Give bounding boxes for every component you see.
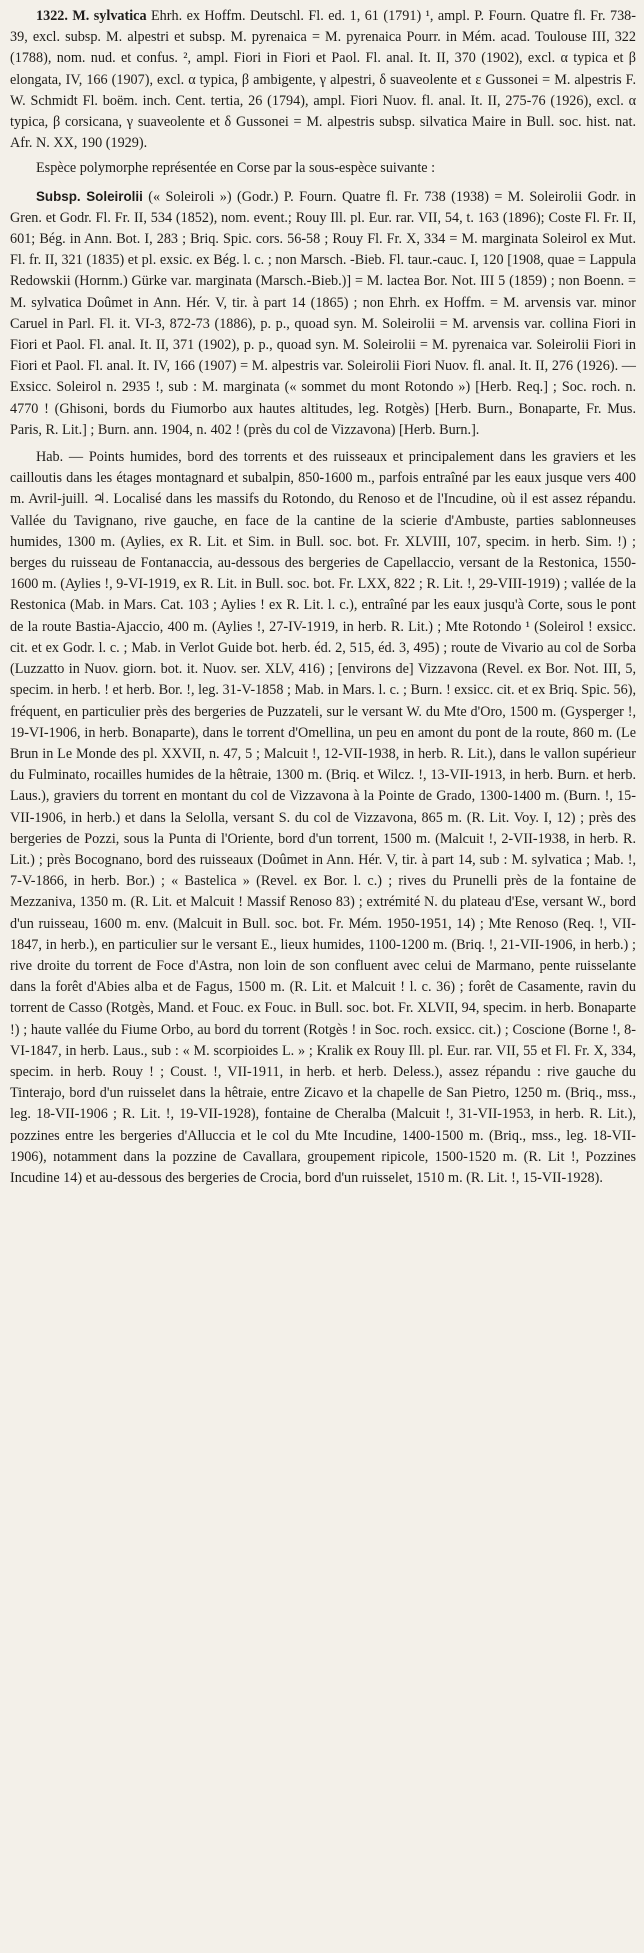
species-entry (10, 6, 636, 154)
subspecies-synonymy: (« Soleiroli ») (Godr.) P. Fourn. Quatre fl. Fr. 738 (1938) = M. Soleirolii Godr. in Gren. et Godr. Fl. Fr. II, 534 (1852), nom. event.; Rouy Ill. pl. Eur. rar. VII, 54, t. 163 (1896); Coste Fl. Fr. II, 601; Bég. in Ann. Bot. I, 283 ; Briq. Spic. cors. 56-58 ; Rouy Fl. Fr. X, 334 = M. marginata Soleirol ex Mut. Fl. fr. II, 321 (1835) et pl. exsic. ex Bég. l. c. ; non Marsch. -Bieb. Fl. taur.-cauc. I, 120 [1908, quae = Lappula Redowskii (Hornm.) Gürke var. marginata (Marsch.-Bieb.)] = M. lactea Bor. Not. III 5 (1859) ; non Boenn. = M. sylvatica Doûmet in Ann. Hér. V, tir. à part 14 (1865) ; non Ehrh. ex Hoffm. = M. arvensis var. minor Caruel in Parl. Fl. it. VI-3, 872-73 (1886), p. p., quoad syn. M. Soleirolii = M. arvensis var. collina Fiori in Fiori et Paol. Fl. anal. It. II, 371 (1902), p. p., quoad syn. M. Soleirolii = M. pyrenaica var. Soleirolii Fiori in Fiori et Paol. Fl. anal. It. IV, 166 (1907) = M. alpestris var. Soleirolii Fiori Nuov. fl. anal. It. II, 276 (1926). — Exsicc. Soleirol n. 2935 !, sub : M. marginata (« sommet du mont Rotondo ») [Herb. Req.] ; Soc. roch. n. 4770 ! (Ghisoni, bords du Fiumorbo aux hautes altitudes, leg. Rotgès) [Herb. Burn., Bonaparte, Fr. Mus. Paris, R. Lit.] ; Burn. ann. 1904, n. 402 ! (près du col de Vizzavona) [Herb. Burn.]. (10, 188, 636, 438)
subspecies-title: Subsp. Soleirolii (36, 188, 143, 204)
entry-number: 1322. (36, 8, 68, 24)
subspecies-entry (10, 186, 636, 441)
species-synonymy: Ehrh. ex Hoffm. Deutschl. Fl. ed. 1, 61 (1791) ¹, ampl. P. Fourn. Quatre fl. Fr. 738-39, excl. subsp. M. alpestri et subsp. M. pyrenaica = M. pyrenaica Pourr. in Mém. acad. Toulouse III, 322 (1788), nom. nud. et confus. ², ampl. Fiori in Fiori et Paol. Fl. anal. It. II, 370 (1902), excl. α typica et β elongata, IV, 166 (1907), excl. α typica, β ambigente, γ alpestri, δ suaveolente et ε Gussonei = M. alpestris F. W. Schmidt Fl. boëm. inch. Cent. tertia, 26 (1794), ampl. Fiori Nuov. fl. anal. It. II, 275-76 (1926), excl. α typica, β corsicana, γ suaveolente et δ Gussonei = M. alpestris subsp. silvatica Maire in Bull. soc. hist. nat. Afr. N. XX, 190 (1929). (10, 8, 636, 152)
species-note: Espèce polymorphe représentée en Corse par la sous-espèce suivante : (36, 160, 436, 177)
species-name: M. sylvatica (72, 8, 147, 24)
habitat-paragraph: Hab. — Points humides, bord des torrents et des ruisseaux et principalement dans les graviers et les cailloutis dans les étages montagnard et subalpin, 850-1600 m., parfois entraîné par les eaux jusque vers 400 m. Avril-juill. ♃. Localisé dans les massifs du Rotondo, du Renoso et de l'Incudine, où il est assez répandu. Vallée du Tavignano, rive gauche, en face de la cantine de la scierie d'Ambuste, parties sablonneuses humides, 1300 m. (Aylies, ex R. Lit. et Sim. in Bull. soc. bot. Fr. XLVIII, 107, specim. in herb. Sim. !) ; berges du ruisseau de Fontanaccia, au-dessous des bergeries de Capellaccio, versant de la Restonica, 1550-1600 m. (Aylies !, 9-VI-1919, ex R. Lit. in Bull. soc. bot. Fr. LXX, 822 ; R. Lit. !, 29-VIII-1919) ; vallée de la Restonica (Mab. in Mars. Cat. 103 ; Aylies ! ex R. Lit. l. c.), entraîné par les eaux jusqu'à Corte, sous le pont de la route Bastia-Ajaccio, 400 m. (Aylies !, 27-IV-1919, in herb. R. Lit.) ; Mte Rotondo ¹ (Soleirol ! exsicc. cit. et ex Godr. l. c. ; Mab. in Verlot Guide bot. herb. éd. 2, 515, éd. 3, 495) ; route de Vivario au col de Sorba (Luzzatto in Nuov. giorn. bot. it. Nuov. ser. XLV, 416) ; [environs de] Vizzavona (Revel. ex Bor. Not. III, 5, specim. in herb. ! et herb. Bor. !, leg. 31-V-1858 ; Mab. in Mars. l. c. ; Burn. ! exsicc. cit. et ex Briq. Spic. 56), fréquent, en particulier près des bergeries de Puzzateli, sur le versant W. du Mte d'Oro, 1500 m. (Gysperger !, 19-VI-1906, in herb. Bonaparte), dans le torrent d'Omellina, un peu en amont du pont de la route, 860 m. (Le Brun in Le Monde des pl. XXVII, n. 47, 5 ; Malcuit !, 12-VII-1938, in herb. R. Lit.), dans le vallon supérieur du Fulminato, rocailles humides de la hêtraie, 1300 m. (Briq. et Wilcz. !, 13-VII-1913, in herb. Burn. et herb. Laus.), graviers du torrent en montant du col de Vizzavona à la Pointe de Grado, 1300-1400 m. (Burn. !, 15-VII-1906, in herb.) et dans la Selolla, versant S. du col de Vizzavona, 865 m. (R. Lit. Voy. I, 12) ; près des bergeries de Pozzi, sous la Punta di l'Oriente, bord d'un torrent, 1500 m. (Malcuit !, 2-VII-1938, in herb. R. Lit.) ; près Bocognano, bord des ruisseaux (Doûmet in Ann. Hér. V, tir. à part 14, sub : M. sylvatica ; Mab. !, 7-V-1866, in herb. Bor.) ; « Bastelica » (Revel. ex Bor. l. c.) ; rives du Prunelli près de la fontaine de Mezzaniva, 1350 m. (R. Lit. et Malcuit ! Massif Renoso 83) ; extrémité N. du plateau d'Ese, versant W., bord d'un ruisseau, 1600 m. env. (Malcuit in Bull. soc. bot. Fr. Mém. 1950-1951, 14) ; Mte Renoso (Req. !, VII-1847, in herb.), en particulier sur le versant E., lieux humides, 1100-1200 m. (Briq. !, 21-VII-1906, in herb.) ; rive droite du torrent de Foce d'Astra, non loin de son confluent avec celui de Marmano, pente ruisselante dans la forêt d'Abies alba et de Fagus, 1500 m. (R. Lit. et Malcuit ! l. c. 36) ; forêt de Casamente, ravin du torrent de Casso (Rotgès, Mand. et Fouc. ex Fouc. in Bull. soc. bot. Fr. XLVII, 94, specim. in herb. Bonaparte !) ; haute vallée du Fiume Orbo, au bord du torrent (Rotgès ! in Soc. roch. exsicc. cit.) ; Coscione (Borne !, 8-VI-1847, in herb. Laus., sub : « M. scorpioides L. » ; Kralik ex Rouy Ill. pl. Eur. rar. VII, 55 et Fl. Fr. X, 334, specim. in herb. Rouy ! ; Coust. !, VII-1911, in herb. et herb. Deless.), assez répandu : rive gauche du Tinterajo, bord d'un ruisselet dans la hêtraie, entre Zicavo et la chapelle de San Pietro, 1250 m. (Briq., mss., leg. 18-VII-1906 ; R. Lit. !, 19-VII-1928), fontaine de Cheralba (Malcuit !, 31-VII-1953, in herb. R. Lit.), pozzines entre les bergeries d'Alluccia et le col du Mte Incudine, 1400-1500 m. (Briq., mss., leg. 18-VII-1906), notamment dans la pozzine de Cavallara, groupement ripicole, 1500-1520 m. (R. Lit !, Pozzines Incudine 14) et au-dessous des bergeries de Crocia, bord d'un ruisselet, 1510 m. (R. Lit. !, 15-VII-1928). (10, 449, 636, 1186)
